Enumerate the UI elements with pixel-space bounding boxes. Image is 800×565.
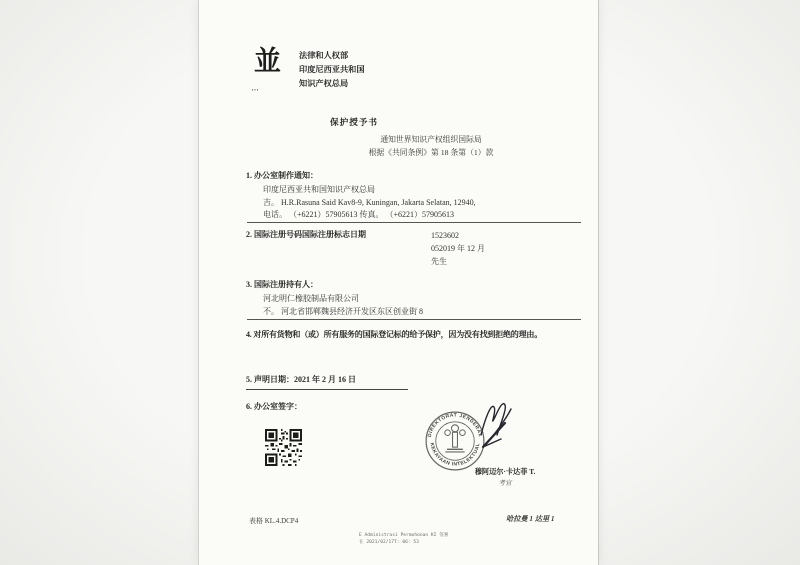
divider-section-3 xyxy=(247,319,581,320)
ministry-logo-caption: ▪▪▪ xyxy=(252,87,260,92)
registration-date: 052019 年 12 月 xyxy=(431,244,485,253)
section-1-body xyxy=(263,184,476,222)
signature xyxy=(467,395,529,457)
footer-esignature-note xyxy=(359,532,448,546)
registration-salutation: 先生 xyxy=(431,257,447,266)
stamp-arc-top-text: DIREKTORAT JENDERAL xyxy=(427,413,483,438)
letterhead xyxy=(299,49,365,91)
section-5-declaration-date: 5. 声明日期：2021 年 2 月 16 日 xyxy=(246,374,408,390)
section-3-body xyxy=(263,293,423,318)
section-2-heading: 2. 国际注册号码国际注册标志日期 xyxy=(246,230,366,239)
holder-address: 不。 河北省邯郸魏县经济开发区东区创业街 8 xyxy=(263,306,423,316)
section-1-heading: 1. 办公室制作通知： xyxy=(246,171,318,180)
qr-code-icon xyxy=(265,429,302,466)
signatory-name: 穆阿迈尔·卡达菲 T. xyxy=(474,468,536,476)
section-6-heading: 6. 办公室签字： xyxy=(246,402,302,411)
holder-name: 河北明仁橡胶制品有限公司 xyxy=(263,294,359,303)
letterhead-line-3: 知识产权总局 xyxy=(299,79,349,88)
document-title: 保护授予书 xyxy=(330,117,378,127)
esignature-line-2: 在 2021/02/17T: 06: 53 xyxy=(359,540,419,545)
esignature-line-1: E Administrasi Permohonan KI 签署 xyxy=(359,533,449,538)
office-phone-fax: 电话。 （+6221）57905613 传真。 （+6221）57905613 xyxy=(263,210,455,219)
signatory-role: 考官 xyxy=(498,480,512,487)
signature-icon xyxy=(467,395,529,457)
subtitle-line-1: 通知世界知识产权组织国际局 xyxy=(380,135,482,144)
letterhead-line-2: 印度尼西亚共和国 xyxy=(299,65,365,74)
ministry-logo-icon: 並 xyxy=(254,46,281,76)
office-address: 吉。 H.R.Rasuna Said Kav8-9, Kuningan, Jakarta Selatan, 12940, xyxy=(263,197,476,207)
letterhead-line-1: 法律和人权部 xyxy=(299,51,349,60)
footer-page-info: 哈拉曼 1 达里 1 xyxy=(506,515,555,523)
scanned-document-page xyxy=(198,0,599,565)
section-4-statement: 4. 对所有货物和（或）所有服务的国际登记标的给予保护，因为没有找到拒绝的理由。 xyxy=(246,330,542,339)
footer-form-code: 表格 KL.4.DCP4 xyxy=(249,517,299,525)
document-subtitle xyxy=(279,133,583,159)
subtitle-line-2: 根据《共同条例》第 18 条第（1）款 xyxy=(368,148,494,157)
divider-section-1 xyxy=(247,222,581,223)
stamp-arc-bottom-text: KEKAYAAN INTELEKTUAL xyxy=(428,442,482,468)
registration-number: 1523602 xyxy=(431,231,459,240)
stamp-emblem-icon xyxy=(445,425,465,452)
office-name: 印度尼西亚共和国知识产权总局 xyxy=(263,185,375,194)
section-3-heading: 3. 国际注册持有人： xyxy=(246,280,318,289)
section-2-values xyxy=(431,229,485,268)
qr-code xyxy=(265,429,302,466)
